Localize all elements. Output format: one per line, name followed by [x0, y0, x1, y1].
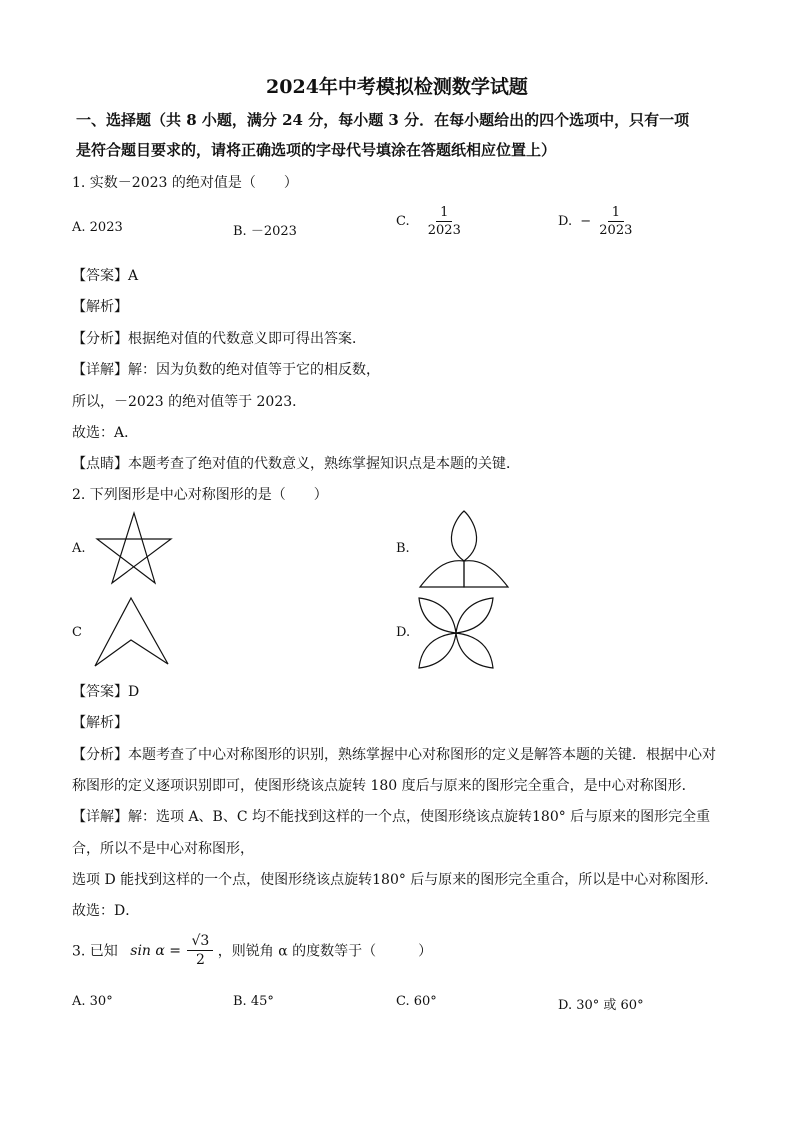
- q3-stem-prefix: 3. 已知: [72, 943, 118, 960]
- q1-option-d: [558, 206, 636, 237]
- q2-xiangjie-line2: 合，所以不是中心对称图形，: [72, 841, 254, 857]
- q1-option-d-label: D.: [558, 214, 573, 229]
- q1-fenxi: 【分析】根据绝对值的代数意义即可得出答案．: [72, 331, 366, 347]
- q1-answer: 【答案】A: [72, 268, 139, 284]
- q1-option-c-fraction: [424, 206, 465, 237]
- three-petal-figure: [417, 509, 511, 589]
- q1-option-d-fraction: [595, 206, 636, 237]
- q3-sin-expression: sin α =: [130, 942, 182, 959]
- arrowhead-figure: [92, 596, 172, 668]
- q2-analysis-label: 【解析】: [72, 715, 128, 731]
- q3-fraction: [187, 934, 213, 967]
- q2-choice: 故选：D．: [72, 903, 140, 919]
- q3-option-d: D. 30° 或 60°: [558, 998, 644, 1013]
- section-heading-line1: 一、选择题（共 8 小题，满分 24 分，每小题 3 分．在每小题给出的四个选项中，只有一项: [76, 111, 690, 129]
- q2-xiangjie-line1: 【详解】解：选项 A、B、C 均不能找到这样的一个点，使图形绕该点旋转180° 后与原来的图形完全重: [72, 809, 711, 825]
- q2-answer: 【答案】D: [72, 684, 140, 700]
- q1-option-c-label: C.: [396, 214, 410, 229]
- q1-dianjing: 【点睛】本题考查了绝对值的代数意义，熟练掌握知识点是本题的关键．: [72, 456, 520, 472]
- q1-choice: 故选：A．: [72, 425, 139, 441]
- q1-option-d-numerator: 1: [608, 206, 624, 222]
- q2-label-a: A.: [72, 541, 86, 556]
- section-heading-line2: 是符合题目要求的，请将正确选项的字母代号填涂在答题纸相应位置上）: [76, 141, 557, 159]
- q1-option-d-denominator: 2023: [599, 223, 633, 238]
- q1-option-d-sign: −: [580, 214, 592, 229]
- q1-xiangjie-line2: 所以，－2023 的绝对值等于 2023．: [72, 394, 307, 410]
- q2-xiangjie-line3: 选项 D 能找到这样的一个点，使图形绕该点旋转180° 后与原来的图形完全重合，所以是中心对称图形．: [72, 872, 719, 888]
- q1-option-c: [396, 206, 465, 237]
- q2-stem: 2. 下列图形是中心对称图形的是（ ）: [72, 487, 328, 503]
- q1-analysis-label: 【解析】: [72, 299, 128, 315]
- q3-option-b: B. 45°: [233, 994, 274, 1009]
- four-petal-figure: [417, 596, 495, 670]
- q2-label-c: C: [72, 625, 82, 640]
- q1-stem: 1. 实数－2023 的绝对值是（ ）: [72, 175, 298, 191]
- q1-option-b: B. －2023: [233, 224, 297, 239]
- q1-xiangjie: 【详解】解：因为负数的绝对值等于它的相反数，: [72, 362, 380, 378]
- q2-fenxi-line2: 称图形的定义逐项识别即可，使图形绕该点旋转 180 度后与原来的图形完全重合，是中心对称图形．: [72, 778, 696, 794]
- q2-label-d: D.: [396, 625, 411, 640]
- q1-option-c-numerator: 1: [436, 206, 452, 222]
- q3-option-c: C. 60°: [396, 994, 437, 1009]
- q1-option-a: A. 2023: [72, 220, 123, 235]
- q3-stem: [72, 934, 432, 967]
- star-figure: [92, 510, 176, 586]
- q2-fenxi-line1: 【分析】本题考查了中心对称图形的识别，熟练掌握中心对称图形的定义是解答本题的关键．根据中心对: [72, 747, 716, 763]
- q2-label-b: B.: [396, 541, 410, 556]
- page-title: 2024年中考模拟检测数学试题: [266, 76, 528, 98]
- q1-option-c-denominator: 2023: [427, 223, 461, 238]
- q3-fraction-numerator: √3: [187, 934, 213, 951]
- q3-option-a: A. 30°: [72, 994, 113, 1009]
- q3-fraction-denominator: 2: [195, 952, 205, 968]
- q3-stem-suffix: ，则锐角 α 的度数等于（ ）: [217, 943, 433, 960]
